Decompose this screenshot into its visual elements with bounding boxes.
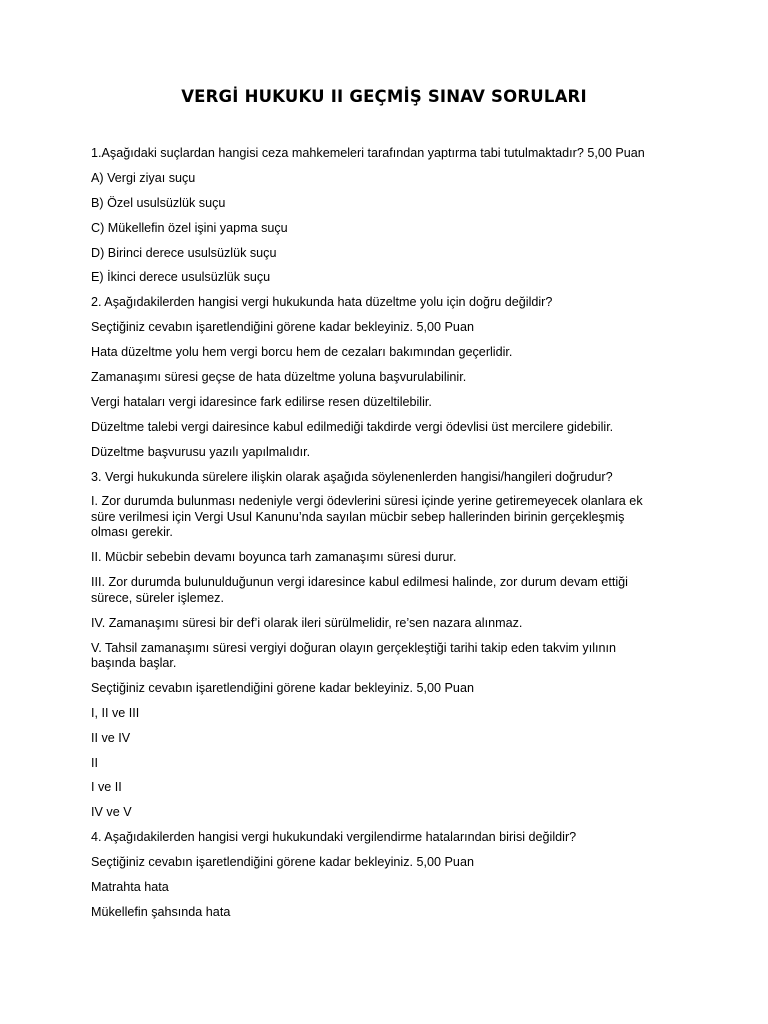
paragraph [91,731,691,747]
paragraph [91,246,691,262]
paragraph [91,445,691,461]
paragraph-line: IV ve V [91,805,132,820]
paragraph [91,345,691,361]
paragraph-line: Vergi hataları vergi idaresince fark edilirse resen düzeltilebilir. [91,394,432,409]
paragraph-line: V. Tahsil zamanaşımı süresi vergiyi doğuran olayın gerçekleştiği tarihi takip eden takvim yılının [91,640,616,655]
paragraph [91,395,691,411]
paragraph-line: D) Birinci derece usulsüzlük suçu [91,245,277,260]
paragraph [91,905,691,921]
document-body [91,146,691,930]
document-title: VERGİ HUKUKU II GEÇMİŞ SINAV SORULARI [181,87,587,106]
paragraph [91,616,691,632]
paragraph-line: 1.Aşağıdaki suçlardan hangisi ceza mahkemeleri tarafından yaptırma tabi tutulmaktadır? 5,00 Puan [91,146,645,160]
paragraph-line: Düzeltme talebi vergi dairesince kabul edilmediği takdirde vergi ödevlisi üst mercilere gidebilir. [91,419,614,434]
paragraph-line: 2. Aşağıdakilerden hangisi vergi hukukunda hata düzeltme yolu için doğru değildir? [91,295,553,310]
paragraph-line: II ve IV [91,730,131,745]
paragraph-line: I, II ve III [91,705,140,720]
paragraph [91,855,691,871]
paragraph-line: Seçtiğiniz cevabın işaretlendiğini görene kadar bekleyiniz. 5,00 Puan [91,680,474,695]
paragraph-line: A) Vergi ziyaı suçu [91,170,196,185]
paragraph [91,320,691,336]
paragraph [91,805,691,821]
paragraph-line: 4. Aşağıdakilerden hangisi vergi hukukundaki vergilendirme hatalarından birisi değildir? [91,830,577,845]
paragraph [91,550,691,566]
paragraph [91,494,691,541]
paragraph-line: I ve II [91,780,122,795]
paragraph-line: olması gerekir. [91,525,173,540]
paragraph-line: C) Mükellefin özel işini yapma suçu [91,220,288,235]
paragraph-line: Hata düzeltme yolu hem vergi borcu hem de cezaları bakımından geçerlidir. [91,345,513,360]
paragraph [91,780,691,796]
paragraph [91,171,691,187]
paragraph [91,295,691,311]
paragraph-line: 3. Vergi hukukunda sürelere ilişkin olarak aşağıda söylenenlerden hangisi/hangileri doğrudur? [91,469,613,484]
paragraph-line: Seçtiğiniz cevabın işaretlendiğini görene kadar bekleyiniz. 5,00 Puan [91,320,474,335]
paragraph [91,681,691,697]
paragraph [91,470,691,486]
paragraph-line: sürece, süreler işlemez. [91,590,224,605]
paragraph-line: II [91,755,98,770]
paragraph [91,880,691,896]
paragraph [91,146,691,162]
paragraph [91,370,691,386]
paragraph-line: başında başlar. [91,656,177,671]
paragraph [91,830,691,846]
paragraph-line: Matrahta hata [91,880,169,895]
paragraph-line: II. Mücbir sebebin devamı boyunca tarh zamanaşımı süresi durur. [91,550,457,565]
paragraph-line: Seçtiğiniz cevabın işaretlendiğini görene kadar bekleyiniz. 5,00 Puan [91,855,474,870]
paragraph [91,641,691,672]
paragraph-line: I. Zor durumda bulunması nedeniyle vergi ödevlerini süresi içinde yerine getiremeyecek olanlara ek [91,494,643,509]
paragraph [91,706,691,722]
paragraph [91,575,691,606]
paragraph-line: IV. Zamanaşımı süresi bir def’i olarak ileri sürülmelidir, re’sen nazara alınmaz. [91,615,523,630]
paragraph-line: E) İkinci derece usulsüzlük suçu [91,270,271,285]
paragraph [91,196,691,212]
paragraph-line: süre verilmesi için Vergi Usul Kanunu’nda sayılan mücbir sebep hallerinden birinin gerçekleşmiş [91,509,625,524]
paragraph-line: Zamanaşımı süresi geçse de hata düzeltme yoluna başvurulabilinir. [91,370,467,385]
paragraph-line: Mükellefin şahsında hata [91,904,231,919]
paragraph [91,756,691,772]
paragraph [91,221,691,237]
paragraph [91,270,691,286]
paragraph-line: B) Özel usulsüzlük suçu [91,195,226,210]
paragraph-line: Düzeltme başvurusu yazılı yapılmalıdır. [91,444,311,459]
paragraph [91,420,691,436]
paragraph-line: III. Zor durumda bulunulduğunun vergi idaresince kabul edilmesi halinde, zor durum devam ettiği [91,575,628,590]
